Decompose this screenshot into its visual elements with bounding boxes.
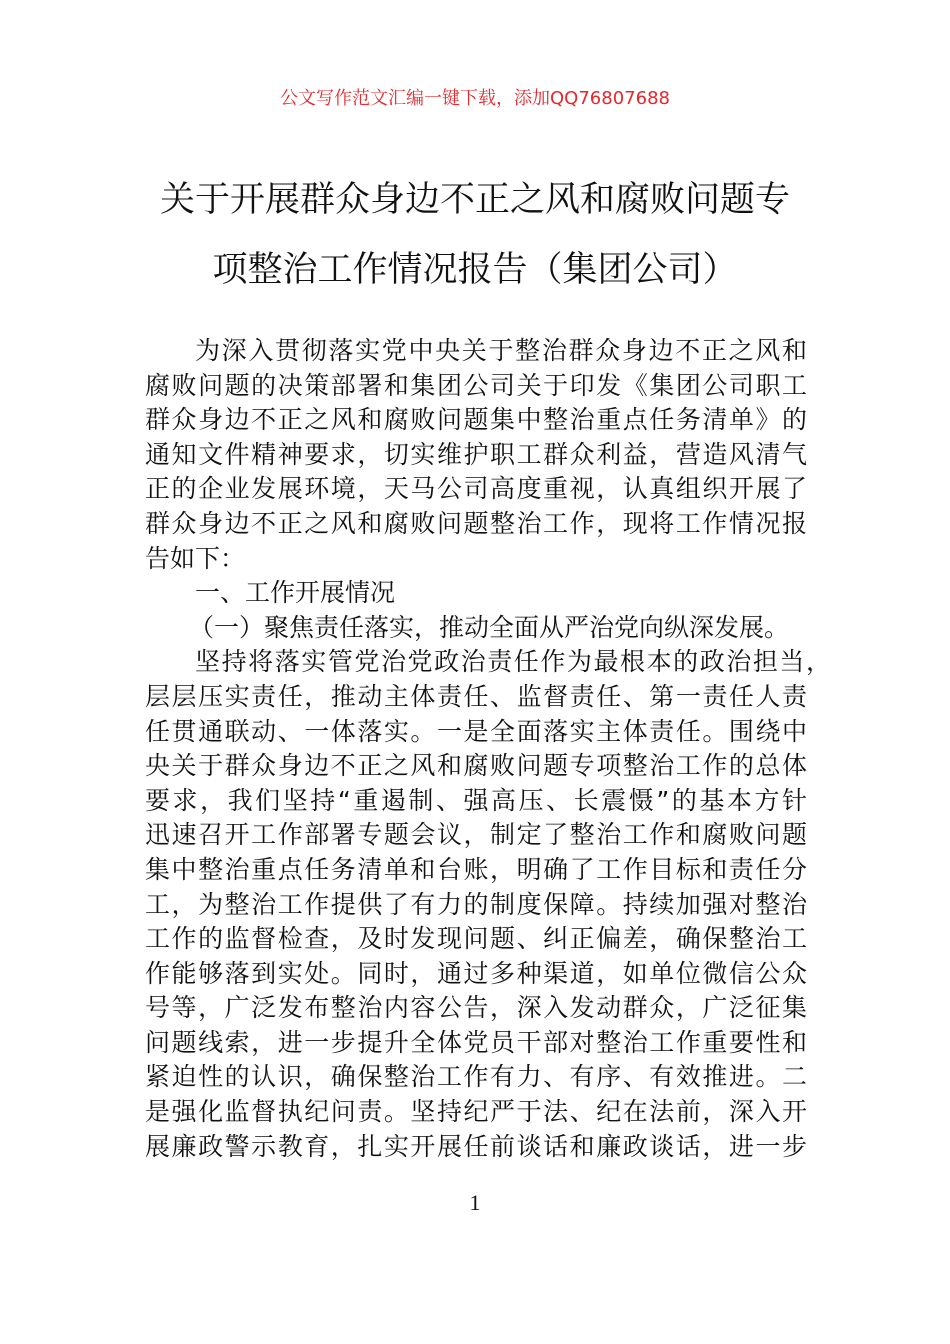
text-line: 坚持将落实管党治党政治责任作为最根本的政治担当， [195, 647, 831, 677]
text-line: 集中整治重点任务清单和台账，明确了工作目标和责任分 [145, 854, 807, 884]
text-line: 号等，广泛发布整治内容公告，深入发动群众，广泛征集 [145, 993, 807, 1023]
text-line: 告如下： [145, 543, 246, 573]
text-line: 工，为整治工作提供了有力的制度保障。持续加强对整治 [145, 889, 807, 919]
text-line: 正的企业发展环境，天马公司高度重视，认真组织开展了 [145, 474, 807, 504]
text-line: 任贯通联动、一体落实。一是全面落实主体责任。围绕中 [145, 716, 807, 746]
text-line: 层层压实责任，推动主体责任、监督责任、第一责任人责 [145, 681, 807, 711]
text-line: 通知文件精神要求，切实维护职工群众利益，营造风清气 [145, 439, 807, 469]
document-body [145, 334, 831, 1164]
text-line: 要求，我们坚持“重遏制、强高压、长震慑”的基本方针 [145, 785, 807, 815]
text-line: 迅速召开工作部署专题会议，制定了整治工作和腐败问题 [145, 820, 807, 850]
text-line: 为深入贯彻落实党中央关于整治群众身边不正之风和 [195, 336, 807, 365]
text-line: 是强化监督执纪问责。坚持纪严于法、纪在法前，深入开 [145, 1097, 807, 1127]
intro-paragraph [145, 334, 807, 576]
page-number: 1 [469, 1190, 481, 1215]
download-banner: 公文写作范文汇编一键下载，添加QQ76807688 [280, 88, 670, 109]
section-heading: 一、工作开展情况 [195, 578, 396, 608]
text-line: 作能够落到实处。同时，通过多种渠道，如单位微信公众 [145, 958, 807, 988]
subsection-heading: （一）聚焦责任落实，推动全面从严治党向纵深发展。 [189, 612, 790, 642]
text-line: 腐败问题的决策部署和集团公司关于印发《集团公司职工 [145, 370, 807, 400]
document-title-line-2: 项整治工作情况报告（集团公司） [212, 250, 738, 290]
text-line: 央关于群众身边不正之风和腐败问题专项整治工作的总体 [145, 751, 807, 781]
text-line: 群众身边不正之风和腐败问题集中整治重点任务清单》的 [145, 405, 807, 435]
body-paragraph [145, 645, 831, 1164]
text-line: 展廉政警示教育，扎实开展任前谈话和廉政谈话，进一步 [145, 1131, 807, 1161]
text-line: 紧迫性的认识，确保整治工作有力、有序、有效推进。二 [145, 1062, 807, 1092]
text-line: 工作的监督检查，及时发现问题、纠正偏差，确保整治工 [145, 924, 807, 954]
document-title-line-1: 关于开展群众身边不正之风和腐败问题专 [159, 180, 790, 220]
text-line: 群众身边不正之风和腐败问题整治工作，现将工作情况报 [145, 508, 807, 538]
text-line: 问题线索，进一步提升全体党员干部对整治工作重要性和 [145, 1027, 807, 1057]
